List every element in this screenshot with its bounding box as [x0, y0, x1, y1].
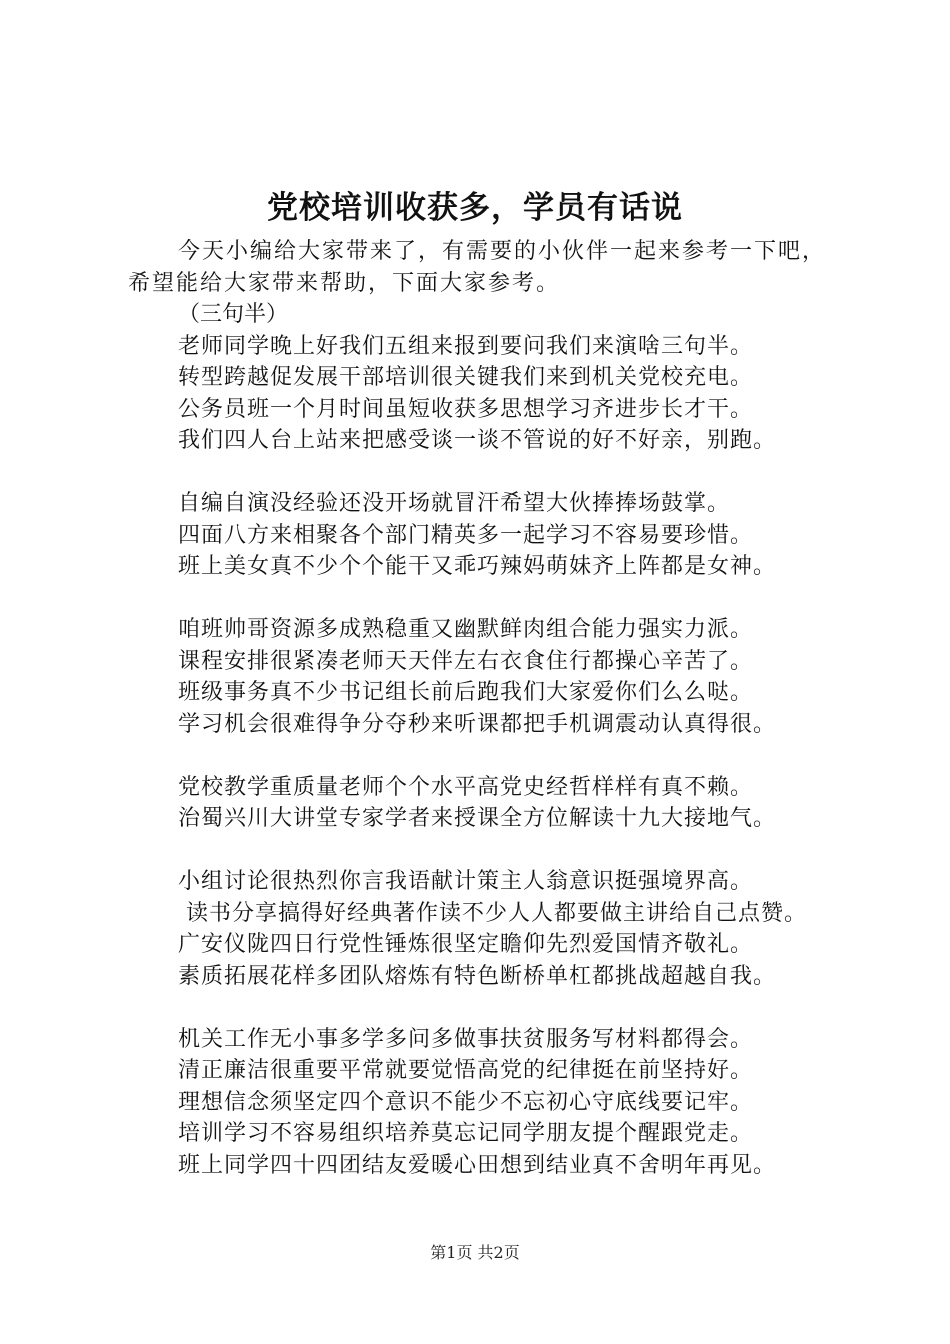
verse-line: 班级事务真不少书记组长前后跑我们大家爱你们么么哒。: [178, 680, 754, 705]
verse-line: 转型跨越促发展干部培训很关键我们来到机关党校充电。: [178, 365, 754, 390]
verse-line: 治蜀兴川大讲堂专家学者来授课全方位解读十九大接地气。: [178, 806, 777, 831]
stanza: [128, 1024, 828, 1182]
verse-line: 四面八方来相聚各个部门精英多一起学习不容易要珍惜。: [178, 522, 754, 548]
stanza: [128, 866, 828, 992]
verse-line: 理想信念须坚定四个意识不能少不忘初心守底线要记牢。: [178, 1089, 754, 1115]
intro-paragraph: 今天小编给大家带来了，有需要的小伙伴一起来参考一下吧，希望能给大家带来帮助，下面大家参考。: [128, 239, 827, 296]
stanza: [128, 772, 828, 835]
verse-line: 小组讨论很热烈你言我语献计策主人翁意识挺强境界高。: [178, 869, 754, 894]
subtitle: （三句半）: [178, 302, 289, 327]
stanza: [128, 331, 828, 457]
stanza: [128, 614, 828, 740]
verse-line: 广安仪陇四日行党性锤炼很坚定瞻仰先烈爱国情齐敬礼。: [178, 932, 754, 957]
stanza: [128, 488, 828, 583]
document-title: 党校培训收获多，学员有话说: [267, 190, 683, 226]
verse-line: 我们四人台上站来把感受谈一谈不管说的好不好亲，别跑。: [178, 428, 777, 453]
verse-line: 咱班帅哥资源多成熟稳重又幽默鲜肉组合能力强实力派。: [178, 617, 754, 642]
verse-line: 素质拓展花样多团队熔炼有特色断桥单杠都挑战超越自我。: [178, 963, 777, 989]
verse-line: 党校教学重质量老师个个水平高党史经哲样样有真不赖。: [178, 774, 754, 800]
verse-line: 机关工作无小事多学多问多做事扶贫服务写材料都得会。: [178, 1026, 754, 1052]
verse-line: 老师同学晚上好我们五组来报到要问我们来演啥三句半。: [178, 333, 754, 359]
verse-line: 课程安排很紧凑老师天天伴左右衣食住行都操心辛苦了。: [178, 648, 754, 674]
verse-line: 培训学习不容易组织培养莫忘记同学朋友提个醒跟党走。: [178, 1121, 754, 1146]
verse-line: 读书分享搞得好经典著作读不少人人都要做主讲给自己点赞。: [186, 900, 808, 926]
verse-line: 学习机会很难得争分夺秒来听课都把手机调震动认真得很。: [178, 711, 777, 737]
verse-line: 班上同学四十四团结友爱暖心田想到结业真不舍明年再见。: [178, 1152, 777, 1178]
verse-line: 班上美女真不少个个能干又乖巧辣妈萌妹齐上阵都是女神。: [178, 554, 777, 579]
verse-line: 清正廉洁很重要平常就要觉悟高党的纪律挺在前坚持好。: [178, 1058, 754, 1083]
page-footer: 第1页 共2页: [430, 1243, 520, 1262]
verse-line: 自编自演没经验还没开场就冒汗希望大伙捧捧场鼓掌。: [178, 491, 731, 516]
verse-line: 公务员班一个月时间虽短收获多思想学习齐进步长才干。: [178, 396, 754, 422]
document-body: [128, 236, 828, 1181]
